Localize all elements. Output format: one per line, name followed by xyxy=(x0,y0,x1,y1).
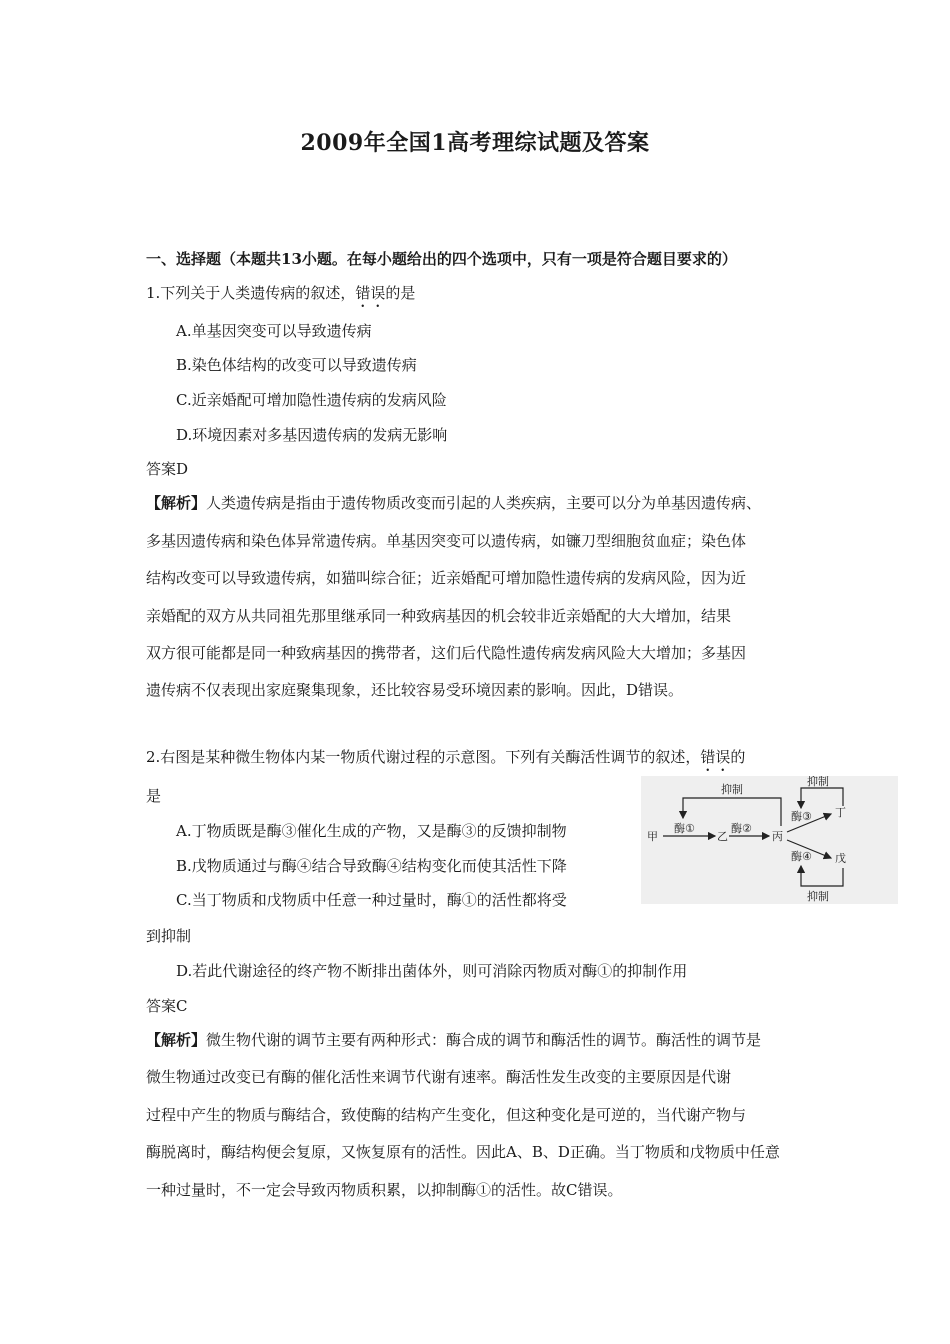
question-2-stem-suffix: 的 xyxy=(730,748,746,766)
question-2-analysis-line: 微生物通过改变已有酶的催化活性来调节代谢有速率。酶活性发生改变的主要原因是代谢 xyxy=(146,1068,732,1086)
enzyme-2-label: 酶② xyxy=(731,822,752,835)
question-2-stem-emphasis: 错误 xyxy=(700,748,731,766)
question-1-analysis-line: 亲婚配的双方从共同祖先那里继承同一种致病基因的机会较非近亲婚配的大大增加，结果 xyxy=(146,607,732,625)
question-2-stem-continued: 是 xyxy=(146,787,162,805)
question-1-analysis-line: 结构改变可以导致遗传病，如猫叫综合征；近亲婚配可增加隐性遗传病的发病风险，因为近 xyxy=(146,569,747,587)
metabolic-pathway-svg xyxy=(641,776,898,904)
question-1-stem-suffix: 的是 xyxy=(385,284,416,302)
question-1-stem-emphasis: 错误 xyxy=(355,284,386,302)
question-1-answer: 答案D xyxy=(146,460,189,478)
question-1-analysis-line: 多基因遗传病和染色体异常遗传病。单基因突变可以遗传病，如镰刀型细胞贫血症；染色体 xyxy=(146,532,747,550)
bottom-feedback-arrow xyxy=(801,866,843,886)
question-1-option-d: D.环境因素对多基因遗传病的发病无影响 xyxy=(176,426,448,444)
question-2-analysis-line: 酶脱离时，酶结构便会复原，又恢复原有的活性。因此A、B、D正确。当丁物质和戊物质中任意 xyxy=(146,1143,780,1161)
top-feedback-arrow xyxy=(801,788,843,808)
enzyme-1-label: 酶① xyxy=(674,822,695,835)
substance-jia: 甲 xyxy=(647,830,658,843)
question-1-option-a: A.单基因突变可以导致遗传病 xyxy=(176,322,372,340)
enzyme-3-label: 酶③ xyxy=(791,810,812,823)
question-1-analysis-label: 【解析】 xyxy=(146,494,207,512)
question-1-analysis-line: 遗传病不仅表现出家庭聚集现象，还比较容易受环境因素的影响。因此，D错误。 xyxy=(146,681,684,699)
question-1-analysis-text: 人类遗传病是指由于遗传物质改变而引起的人类疾病，主要可以分为单基因遗传病、 xyxy=(206,494,762,512)
question-1-option-c: C.近亲婚配可增加隐性遗传病的发病风险 xyxy=(176,391,447,409)
question-2-analysis-line xyxy=(146,1029,761,1050)
inhibit-main-label: 抑制 xyxy=(721,783,743,796)
question-1-option-b: B.染色体结构的改变可以导致遗传病 xyxy=(176,356,417,374)
question-2-option-a: A.丁物质既是酶③催化生成的产物，又是酶③的反馈抑制物 xyxy=(176,822,567,840)
question-2-analysis-text: 微生物代谢的调节主要有两种形式：酶合成的调节和酶活性的调节。酶活性的调节是 xyxy=(206,1031,762,1049)
question-1-analysis-line: 双方很可能都是同一种致病基因的携带者，这们后代隐性遗传病发病风险大大增加；多基因 xyxy=(146,644,747,662)
question-2-stem-prefix: 2.右图是某种微生物体内某一物质代谢过程的示意图。下列有关酶活性调节的叙述， xyxy=(146,748,701,766)
question-2-analysis-line: 一种过量时，不一定会导致丙物质积累，以抑制酶①的活性。故C错误。 xyxy=(146,1181,623,1199)
enzyme-4-label: 酶④ xyxy=(791,850,812,863)
question-2-analysis-label: 【解析】 xyxy=(146,1031,207,1049)
question-1-stem xyxy=(146,282,415,311)
substance-bing: 丙 xyxy=(772,830,783,843)
substance-wu: 戊 xyxy=(835,852,846,865)
page-title: 2009年全国1高考理综试题及答案 xyxy=(300,130,650,156)
question-2-option-b: B.戊物质通过与酶④结合导致酶④结构变化而使其活性下降 xyxy=(176,857,567,875)
question-2-option-d: D.若此代谢途径的终产物不断排出菌体外，则可消除丙物质对酶①的抑制作用 xyxy=(176,962,688,980)
question-2-stem xyxy=(146,746,745,775)
substance-ding: 丁 xyxy=(835,806,846,819)
question-2-option-c-continued: 到抑制 xyxy=(146,927,192,945)
inhibit-top-label: 抑制 xyxy=(807,776,829,788)
question-2-option-c: C.当丁物质和戊物质中任意一种过量时，酶①的活性都将受 xyxy=(176,891,567,909)
metabolic-pathway-diagram xyxy=(641,776,898,904)
question-2-analysis-line: 过程中产生的物质与酶结合，致使酶的结构产生变化，但这种变化是可逆的，当代谢产物与 xyxy=(146,1106,747,1124)
question-1-analysis-line xyxy=(146,492,761,513)
inhibit-bottom-label: 抑制 xyxy=(807,890,829,903)
substance-yi: 乙 xyxy=(717,830,728,843)
section-heading: 一、选择题（本题共13小题。在每小题给出的四个选项中，只有一项是符合题目要求的） xyxy=(146,250,737,268)
question-1-stem-prefix: 1.下列关于人类遗传病的叙述， xyxy=(146,284,356,302)
question-2-answer: 答案C xyxy=(146,997,188,1015)
